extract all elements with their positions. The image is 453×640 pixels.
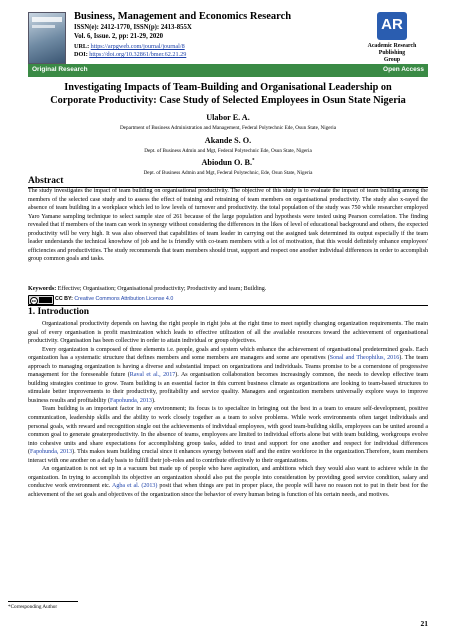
license-text — [55, 295, 173, 303]
article-type-bar — [28, 64, 428, 77]
paragraph — [28, 465, 428, 499]
keywords-line — [28, 285, 428, 294]
doi-label: DOI: — [74, 51, 88, 58]
article-title — [28, 82, 428, 107]
paragraph: Organizational productivity depends on having the right people in right jobs at the right time to meet rapidly changing organization requirements. The main goal of every organisation is profit maximization which leads to effective utilization of all the available resources toward the achievement of organisational productivity. Organisation has been collective in order to attain individual or group objectives. — [28, 321, 428, 345]
text-run: posit that when things are put in proper place, the people will have no reason not to put in their best for the achievement of the set goals and objectives of the organization since the behavior of every human being is function of his certain needs, and motives. — [28, 483, 428, 498]
publisher-name-line2: Group — [383, 57, 401, 63]
publisher-block — [356, 12, 428, 64]
cc-logo-icon: cc — [31, 297, 37, 303]
introduction-body — [28, 320, 428, 499]
corresponding-mark: * — [252, 158, 255, 164]
journal-doi-line — [74, 51, 186, 58]
author-name: Abiodun O. B. — [201, 158, 252, 167]
license-rule — [28, 305, 428, 306]
journal-url-line — [74, 43, 185, 50]
license-label: CC BY: — [55, 296, 73, 302]
journal-title: Business, Management and Economics Research — [74, 11, 292, 22]
text-run: An organization is not set up in a vacuum but made up of people who have aspiration, and ambitions which they would also want to achieve while in the organization. In trying to accomplish its objective an organization should also put the people into consideration by providing good service condition, salary and conducive work environment etc. — [28, 466, 428, 490]
author-affiliation: Department of Business Administration and Management, Federal Polytechnic Ede, Osun State, Nigeria — [119, 125, 337, 131]
publisher-name-line1: Academic Research Publishing — [367, 43, 417, 56]
paragraph — [28, 346, 428, 406]
citation-link[interactable]: Fapohunda, 2013 — [109, 397, 152, 404]
journal-cover-thumbnail — [28, 12, 66, 64]
text-run: Every organization is composed of three elements i.e. people, goals and system which enhance the achievement of organisational predetermined goals. Each organization has a systematic structure that defines members and some members are managers and some are operatives ( — [28, 346, 428, 362]
cc-by-badge-icon[interactable] — [28, 295, 54, 305]
author-affiliation: Dept. of Business Admin and Mgt, Federal Polytechnic, Ede, Osun State, Nigeria — [143, 170, 313, 176]
author-name: Akande S. O. — [204, 136, 252, 145]
author-name-with-mark — [28, 158, 428, 167]
publisher-logo-text: AR — [381, 16, 403, 33]
open-access-label: Open Access — [383, 66, 424, 73]
text-run: ). This makes team building crucial since it enhances synergy between staff and the entire workforce in the organization.Therefore, team members interact with one another on a daily basis to fulfill their job-roles and to contribute effectively to their organizations. — [28, 449, 428, 464]
publisher-logo — [377, 12, 407, 40]
text-run: ). — [151, 397, 156, 404]
journal-header — [28, 10, 428, 68]
article-title-line2: Corporate Productivity: Case Study of Selected Employees in Osun State Nigeria — [50, 94, 406, 106]
text-run: ). As organisation collaboration becomes increasingly common, the needs to develop effective team building strategies continue to grow. Team building is an essential factor in this current business climate as organizations are looking to team-based structures to stimulate better improvements to their productivity, profitability and service quality. Managers and organization members universally explore ways to improve business results and profitability ( — [28, 372, 428, 404]
journal-doi-link[interactable]: https://doi.org/10.32861/bmer.62.21.29 — [89, 51, 187, 58]
citation-link[interactable]: Sonal and Theophilus, 2016 — [329, 355, 400, 362]
journal-url-link[interactable]: https://arpgweb.com/journal/journal/8 — [90, 43, 185, 50]
keywords-label: Keywords: — [28, 286, 57, 292]
article-title-line1: Investigating Impacts of Team-Building and Organisational Leadership on — [64, 82, 392, 93]
text-run: ). The team approach to managing organization is having a diverse and substantial impact on organizations and individuals. Teams promise to be a cornerstone of progressive management for the foreseeable future ( — [28, 355, 429, 379]
by-block-icon — [39, 297, 52, 303]
page-number: 21 — [420, 619, 428, 628]
journal-issn: ISSN(e): 2412-1770, ISSN(p): 2413-855X — [74, 24, 192, 31]
original-research-label: Original Research — [32, 66, 88, 73]
citation-link[interactable]: Raval et al., 2017 — [129, 372, 176, 379]
abstract-text: The study investigates the impact of team building on organisational productivity. The objective of this study is to evaluate the impact of team building among the members of the selected case study and to assess the effect of training and retraining of team members on organisational productivity. The study also x-rayed the absence of team building in a workplace which led to low levels of turnover and productivity. the total population of the study was 750 while researcher employed Yaro Yamane sampling technique to select sample size of 261 because of the large population and hypothesis were tested using Pearson correlation. The finding revealed that if members of the team can work in synergy without considering the differences in the likes of level of educational background and others, the expected productivity will be very high. It was also observed that capabilities of team leader in carrying out the assigned task determined its output especially if the team leader understands the technical knowhow of job and he is friendly with co-team members with a lot of motivation, that this would definitely enhance employees' efficiencies and productivities. The study recommends that team members should trust, support and respect one another individual differences in order to accomplish group common goals and tasks. — [28, 188, 428, 263]
citation-link[interactable]: Fapohunda, 2013 — [30, 449, 73, 456]
section-heading-introduction: 1. Introduction — [28, 307, 90, 317]
abstract-heading: Abstract — [28, 176, 64, 186]
text-run: Team building is an important factor in any environment; its focus is to specialize in bringing out the best in a team to ensure self-development, positive communication, leadership skills and the ability to work closely together as a team to solve problems. While work environments often target individuals and personal goals, with reward and recognition single out the achievements of individual employees, with good team-building skills, employees can be united around a common goal to generate greaterproductivity. In the absence of teams, employees are limited to individual efforts alone but with team building, workgroups evolve into cohesive units and share expectations for accomplishing group tasks, added to trust and support for one another and respect for individual differences ( — [28, 406, 428, 456]
license-link[interactable]: Creative Commons Attribution License 4.0 — [74, 296, 174, 302]
footnote-rule — [8, 601, 78, 602]
journal-volume: Vol. 6, Issue. 2, pp: 21-29, 2020 — [74, 33, 164, 40]
corresponding-author-note: *Corresponding Author — [8, 604, 58, 610]
url-label: URL: — [74, 43, 90, 50]
paragraph — [28, 405, 428, 465]
citation-link[interactable]: Agba et al. (2013) — [112, 483, 158, 490]
author-name: Ulabor E. A. — [206, 113, 250, 122]
author-affiliation: Dept. of Business Admin and Mgt, Federal Polytechnic Ede, Osun State, Nigeria — [144, 148, 312, 154]
keywords-text: Effective; Organisation; Organisational productivity; Productivity and team; Building. — [57, 286, 267, 292]
